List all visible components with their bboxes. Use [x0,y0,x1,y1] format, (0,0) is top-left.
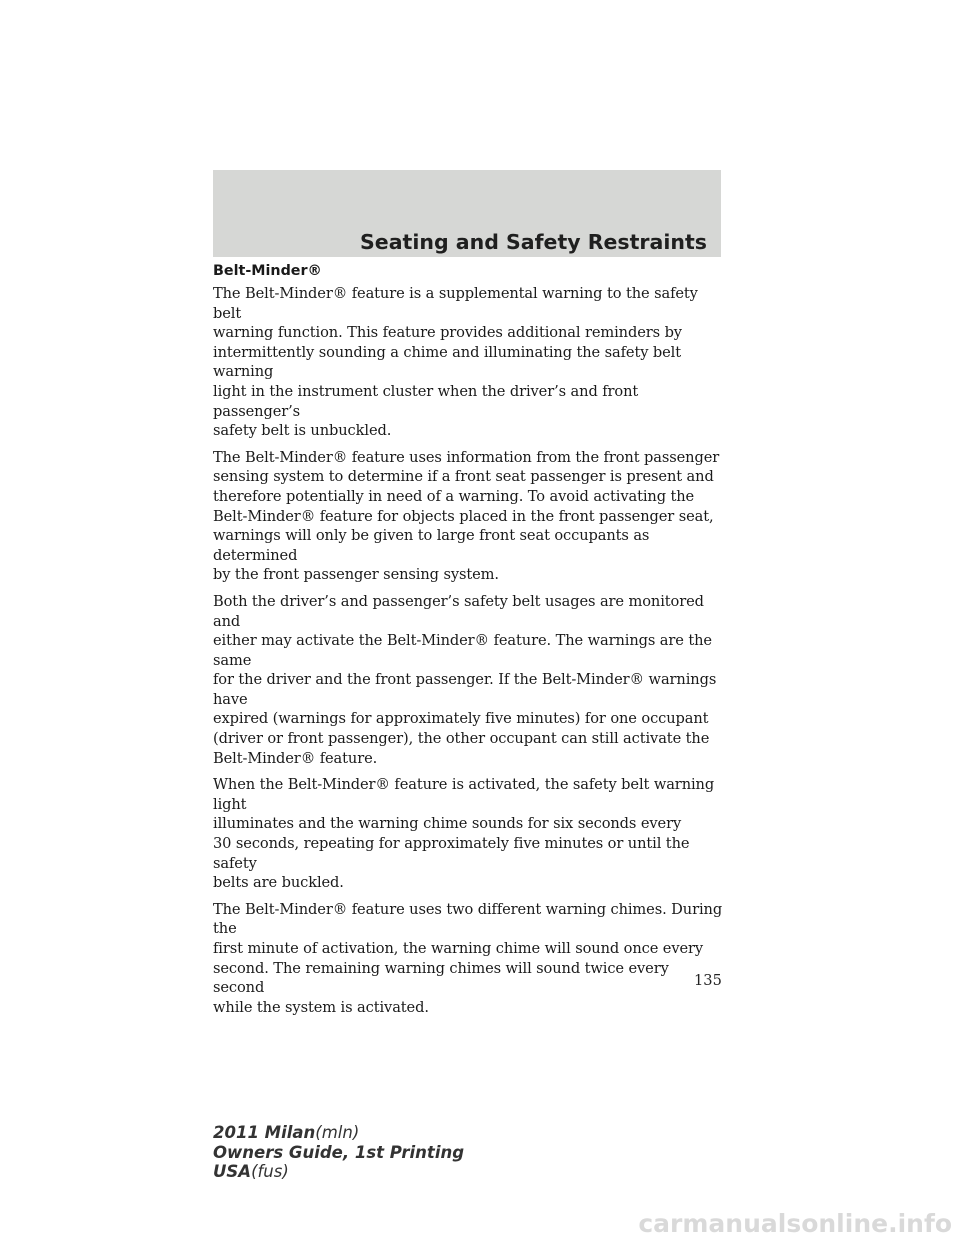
header-band [213,170,721,257]
footer-line-3 [213,1162,464,1182]
document-footer [213,1123,464,1182]
section-heading: Belt-Minder® [213,263,322,279]
paragraph-2: The Belt-Minder® feature uses information from the front passenger sensing system to determine if a front seat passenger is present and therefore potentially in need of a warning. To avoid activating the Belt-Minder® feature for objects placed in the front passenger seat, warnings will only be given to large front seat occupants as determined by the front passenger sensing system. [213,448,720,584]
footer-model-code: (mln) [315,1123,360,1142]
footer-market: USA [213,1162,252,1182]
section-title: Seating and Safety Restraints [360,230,707,254]
footer-line-2: Owners Guide, 1st Printing [213,1142,465,1162]
page-content [213,262,723,1024]
paragraph-1: The Belt-Minder® feature is a supplemental warning to the safety belt warning function. This feature provides additional reminders by intermittently sounding a chime and illuminating the safety belt warning light in the instrument cluster when the driver’s and front passenger’s safety belt is unbuckled. [213,285,698,440]
paragraph-5: The Belt-Minder® feature uses two different warning chimes. During the first minute of activation, the warning chime will sound once every second. The remaining warning chimes will sound twice every second while the system is activated. [213,900,723,1016]
footer-line-1 [213,1123,464,1143]
page-number: 135 [694,972,722,989]
footer-model-year: 2011 Milan [213,1123,316,1142]
watermark-text: carmanualsonline.info [638,1209,952,1238]
paragraph-3: Both the driver’s and passenger’s safety belt usages are monitored and either may activate the Belt-Minder® feature. The warnings are the same for the driver and the front passenger. If the Belt-Minder® warnings have expired (warnings for approximately five minutes) for one occupant (driver or front passenger), the other occupant can still activate the Belt-Minder® feature. [213,592,717,767]
paragraph-4: When the Belt-Minder® feature is activated, the safety belt warning light illuminates and the warning chime sounds for six seconds every 30 seconds, repeating for approximately five minutes or until the safety belts are buckled. [213,776,715,892]
footer-market-code: (fus) [251,1162,289,1182]
